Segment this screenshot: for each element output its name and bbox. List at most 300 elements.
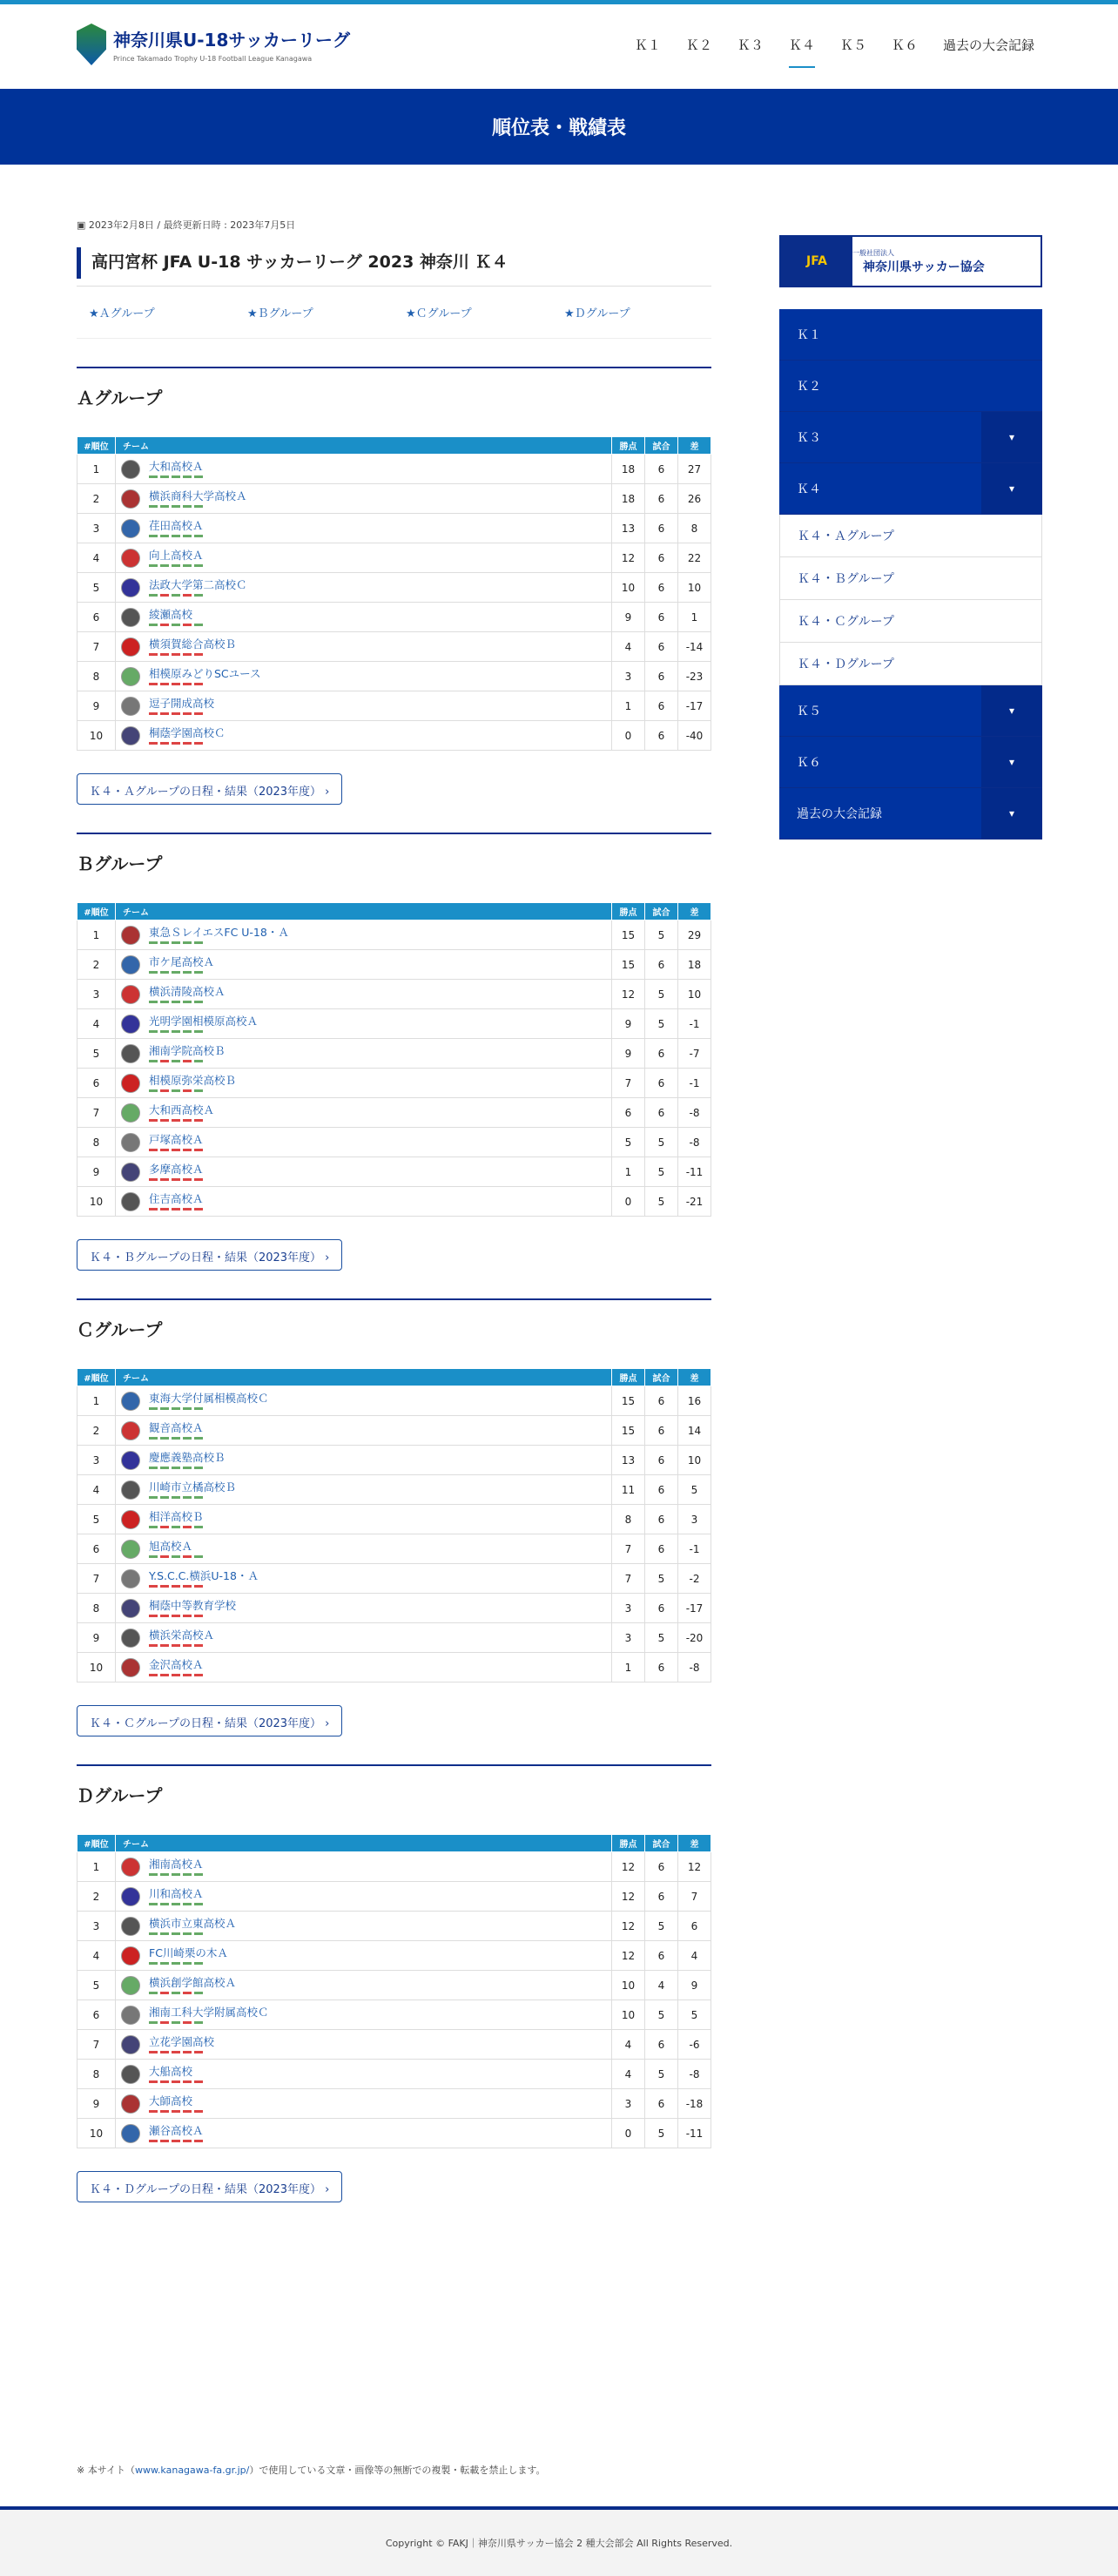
- main-content: [77, 218, 711, 2202]
- games-cell: 4: [645, 1971, 678, 2000]
- team-emblem-icon: [121, 1946, 140, 1966]
- header-4: 差: [678, 1369, 711, 1386]
- goal-diff-cell: 6: [678, 1912, 711, 1941]
- form-indicator: [149, 1060, 203, 1062]
- games-cell: 6: [645, 950, 678, 980]
- team-link[interactable]: 金沢高校Ａ: [149, 1657, 204, 1671]
- team-link[interactable]: 住吉高校Ａ: [149, 1191, 204, 1205]
- rank-cell: 6: [77, 603, 116, 632]
- goal-diff-cell: -8: [678, 1653, 711, 1682]
- team-cell: [116, 455, 612, 484]
- team-emblem-icon: [121, 489, 140, 509]
- table-row: [77, 1971, 711, 2000]
- submenu-item-2[interactable]: Ｋ４・Ｂグループ: [779, 557, 1042, 600]
- team-link[interactable]: 市ケ尾高校Ａ: [149, 954, 215, 968]
- group-title: Ｂグループ: [77, 833, 711, 902]
- team-link[interactable]: 湘南高校Ａ: [149, 1857, 204, 1871]
- nav-item-4[interactable]: Ｋ４: [789, 36, 815, 68]
- sidebar-item-6[interactable]: [779, 788, 1042, 840]
- goal-diff-cell: 5: [678, 1475, 711, 1505]
- global-nav: [610, 36, 1034, 68]
- team-emblem-icon: [121, 1074, 140, 1093]
- association-banner[interactable]: [779, 235, 1042, 287]
- form-indicator: [149, 1615, 203, 1617]
- team-cell: [116, 1039, 612, 1069]
- team-link[interactable]: 旭高校Ａ: [149, 1539, 193, 1553]
- team-cell: [116, 920, 612, 950]
- games-cell: 5: [645, 1912, 678, 1941]
- team-link[interactable]: 相洋高校Ｂ: [149, 1509, 204, 1523]
- team-info: [149, 956, 214, 974]
- nav-item-5[interactable]: Ｋ５: [839, 37, 866, 53]
- team-link[interactable]: 光明学園相模原高校Ａ: [149, 1014, 259, 1028]
- form-indicator: [149, 1089, 203, 1092]
- table-row: [77, 2000, 711, 2030]
- form-indicator: [149, 1644, 203, 1647]
- form-indicator: [149, 2021, 203, 2024]
- points-cell: 6: [612, 1098, 645, 1128]
- team-wrapper: [121, 926, 611, 945]
- team-info: [149, 1393, 269, 1410]
- chevron-down-icon[interactable]: ▾: [981, 463, 1042, 514]
- games-cell: 5: [645, 1564, 678, 1594]
- games-cell: 5: [645, 1157, 678, 1187]
- header-0: #順位: [77, 437, 116, 455]
- games-cell: 5: [645, 1187, 678, 1217]
- team-info: [149, 638, 236, 656]
- rank-cell: 10: [77, 2119, 116, 2148]
- team-emblem-icon: [121, 1917, 140, 1936]
- games-cell: 6: [645, 1069, 678, 1098]
- games-cell: 5: [645, 1623, 678, 1653]
- team-cell: [116, 2030, 612, 2060]
- form-indicator: [149, 505, 203, 508]
- games-cell: 5: [645, 2060, 678, 2089]
- form-indicator: [149, 2051, 203, 2053]
- team-link[interactable]: 横浜市立東高校Ａ: [149, 1916, 237, 1930]
- table-row: [77, 920, 711, 950]
- nav-item-6[interactable]: Ｋ６: [891, 37, 918, 53]
- team-emblem-icon: [121, 1015, 140, 1034]
- form-indicator: [149, 1932, 203, 1935]
- goal-diff-cell: -8: [678, 2060, 711, 2089]
- points-cell: 10: [612, 573, 645, 603]
- table-header-row: [77, 437, 711, 455]
- standings-table: [77, 1834, 711, 2148]
- team-emblem-icon: [121, 1044, 140, 1063]
- team-link[interactable]: 相模原みどりSCユース: [149, 666, 261, 680]
- team-info: [149, 1163, 204, 1181]
- points-cell: 12: [612, 1852, 645, 1882]
- anchor-link-3[interactable]: ★Ｃグループ: [406, 307, 472, 320]
- form-indicator: [149, 1555, 203, 1558]
- table-row: [77, 950, 711, 980]
- points-cell: 3: [612, 662, 645, 691]
- team-wrapper: [121, 2094, 611, 2114]
- team-wrapper: [121, 955, 611, 974]
- site-logo[interactable]: [77, 24, 350, 65]
- points-cell: 12: [612, 1912, 645, 1941]
- form-indicator: [149, 1962, 203, 1965]
- nav-item-3[interactable]: Ｋ３: [737, 37, 764, 53]
- team-emblem-icon: [121, 1858, 140, 1877]
- goal-diff-cell: 26: [678, 484, 711, 514]
- submenu-item-4[interactable]: Ｋ４・Ｄグループ: [779, 643, 1042, 685]
- nav-item-7[interactable]: 過去の大会記録: [942, 37, 1034, 53]
- group-title: Ｄグループ: [77, 1764, 711, 1834]
- sidebar-item-label: 過去の大会記録: [797, 807, 882, 821]
- team-link[interactable]: 東海大学付属相模高校Ｃ: [149, 1391, 269, 1405]
- form-indicator: [149, 1526, 203, 1528]
- team-cell: [116, 1446, 612, 1475]
- goal-diff-cell: 14: [678, 1416, 711, 1446]
- groups-container: [77, 367, 711, 2202]
- goal-diff-cell: 27: [678, 455, 711, 484]
- games-cell: 6: [645, 1653, 678, 1682]
- anchor-link-2[interactable]: ★Ｂグループ: [247, 307, 313, 320]
- page-banner: 順位表・戦績表: [0, 89, 1118, 165]
- team-wrapper: [121, 726, 611, 745]
- team-cell: [116, 1941, 612, 1971]
- schedule-button[interactable]: [77, 1705, 342, 1736]
- team-info: [149, 490, 247, 508]
- points-cell: 15: [612, 950, 645, 980]
- team-wrapper: [121, 2035, 611, 2054]
- points-cell: 7: [612, 1069, 645, 1098]
- team-info: [149, 1947, 228, 1965]
- date-line: ▣ 2023年2月8日 / 最終更新日時 : 2023年7月5日: [77, 219, 296, 231]
- games-cell: 6: [645, 1475, 678, 1505]
- games-cell: 6: [645, 514, 678, 543]
- points-cell: 12: [612, 980, 645, 1009]
- team-link[interactable]: 逗子開成高校: [149, 696, 215, 710]
- rank-cell: 10: [77, 721, 116, 751]
- team-link[interactable]: 大和西高校Ａ: [149, 1103, 215, 1116]
- team-info: [149, 1134, 204, 1151]
- team-info: [149, 1858, 204, 1876]
- games-cell: 6: [645, 632, 678, 662]
- goal-diff-cell: -6: [678, 2030, 711, 2060]
- rank-cell: 1: [77, 920, 116, 950]
- team-cell: [116, 662, 612, 691]
- games-cell: 6: [645, 1505, 678, 1534]
- team-info: [149, 520, 204, 537]
- form-indicator: [149, 1903, 203, 1905]
- chevron-down-icon[interactable]: ▾: [981, 737, 1042, 787]
- team-cell: [116, 573, 612, 603]
- team-link[interactable]: 大船高校: [149, 2064, 193, 2078]
- team-cell: [116, 1564, 612, 1594]
- table-row: [77, 1534, 711, 1564]
- rank-cell: 2: [77, 484, 116, 514]
- team-emblem-icon: [121, 955, 140, 974]
- goal-diff-cell: -17: [678, 1594, 711, 1623]
- team-link[interactable]: 大和高校Ａ: [149, 459, 204, 473]
- anchor-link-4[interactable]: ★Ｄグループ: [564, 307, 630, 320]
- goal-diff-cell: -18: [678, 2089, 711, 2119]
- goal-diff-cell: -14: [678, 632, 711, 662]
- table-row: [77, 721, 711, 751]
- sidebar-item-4[interactable]: [779, 685, 1042, 737]
- points-cell: 1: [612, 1157, 645, 1187]
- table-row: [77, 980, 711, 1009]
- association-site-link[interactable]: www.kanagawa-fa.gr.jp/: [134, 2465, 250, 2476]
- team-wrapper: [121, 1421, 611, 1440]
- form-indicator: [149, 2140, 203, 2142]
- group-title: Ａグループ: [77, 367, 711, 436]
- team-link[interactable]: 横浜栄高校Ａ: [149, 1628, 215, 1642]
- goal-diff-cell: -2: [678, 1564, 711, 1594]
- points-cell: 13: [612, 1446, 645, 1475]
- team-link[interactable]: 桐蔭中等教育学校: [149, 1598, 237, 1612]
- goal-diff-cell: 3: [678, 1505, 711, 1534]
- form-indicator: [149, 2080, 203, 2083]
- points-cell: 0: [612, 2119, 645, 2148]
- team-info: [149, 1918, 236, 1935]
- points-cell: 10: [612, 2000, 645, 2030]
- points-cell: 10: [612, 1971, 645, 2000]
- team-cell: [116, 1623, 612, 1653]
- rank-cell: 8: [77, 1128, 116, 1157]
- goal-diff-cell: -17: [678, 691, 711, 721]
- team-cell: [116, 1157, 612, 1187]
- team-link[interactable]: 向上高校Ａ: [149, 548, 204, 562]
- goal-diff-cell: -8: [678, 1128, 711, 1157]
- team-info: [149, 1452, 226, 1469]
- team-cell: [116, 980, 612, 1009]
- header-2: 勝点: [612, 1835, 645, 1852]
- table-row: [77, 2089, 711, 2119]
- team-link[interactable]: 多摩高校Ａ: [149, 1162, 204, 1176]
- team-link[interactable]: 荏田高校Ａ: [149, 518, 204, 532]
- rank-cell: 1: [77, 455, 116, 484]
- games-cell: 6: [645, 662, 678, 691]
- rank-cell: 1: [77, 1386, 116, 1416]
- goal-diff-cell: -7: [678, 1039, 711, 1069]
- team-emblem-icon: [121, 2124, 140, 2143]
- team-info: [149, 1075, 236, 1092]
- games-cell: 6: [645, 484, 678, 514]
- points-cell: 9: [612, 1009, 645, 1039]
- table-row: [77, 691, 711, 721]
- games-cell: 5: [645, 2119, 678, 2148]
- points-cell: 18: [612, 484, 645, 514]
- logo-title: 神奈川県U-18サッカーリーグ: [113, 30, 350, 51]
- team-info: [149, 1570, 259, 1588]
- games-cell: 5: [645, 1009, 678, 1039]
- team-emblem-icon: [121, 549, 140, 568]
- team-link[interactable]: 川和高校Ａ: [149, 1886, 204, 1900]
- rank-cell: 3: [77, 514, 116, 543]
- table-row: [77, 1594, 711, 1623]
- sidebar-item-3[interactable]: [779, 463, 1042, 515]
- team-wrapper: [121, 637, 611, 657]
- table-row: [77, 455, 711, 484]
- points-cell: 12: [612, 1882, 645, 1912]
- team-link[interactable]: 湘南学院高校Ｂ: [149, 1043, 226, 1057]
- team-info: [149, 550, 204, 567]
- chevron-down-icon[interactable]: ▾: [981, 685, 1042, 736]
- team-cell: [116, 2000, 612, 2030]
- rank-cell: 3: [77, 1446, 116, 1475]
- form-indicator: [149, 1149, 203, 1151]
- header-1: チーム: [116, 903, 612, 920]
- team-wrapper: [121, 1044, 611, 1063]
- form-indicator: [149, 624, 203, 626]
- goal-diff-cell: -1: [678, 1069, 711, 1098]
- goal-diff-cell: -11: [678, 1157, 711, 1187]
- team-link[interactable]: 立花学園高校: [149, 2034, 215, 2048]
- team-info: [149, 1193, 204, 1210]
- sidebar-item-5[interactable]: [779, 737, 1042, 788]
- team-link[interactable]: 相模原弥栄高校Ｂ: [149, 1073, 237, 1087]
- rank-cell: 8: [77, 662, 116, 691]
- nav-item-1[interactable]: Ｋ１: [634, 37, 661, 53]
- group-section: [77, 367, 711, 805]
- group-anchor-links: [77, 287, 711, 339]
- team-link[interactable]: 横浜創学館高校Ａ: [149, 1975, 237, 1989]
- table-header-row: [77, 903, 711, 920]
- team-info: [149, 1481, 236, 1499]
- team-link[interactable]: 戸塚高校Ａ: [149, 1132, 204, 1146]
- sidebar-item-2[interactable]: [779, 412, 1042, 463]
- submenu-item-1[interactable]: Ｋ４・Ａグループ: [779, 515, 1042, 557]
- team-cell: [116, 1912, 612, 1941]
- team-link[interactable]: 川崎市立橘高校Ｂ: [149, 1480, 237, 1494]
- sidebar-item-0[interactable]: [779, 309, 1042, 361]
- points-cell: 9: [612, 603, 645, 632]
- team-cell: [116, 632, 612, 662]
- team-emblem-icon: [121, 519, 140, 538]
- table-row: [77, 543, 711, 573]
- team-info: [149, 1422, 204, 1440]
- team-link[interactable]: 横浜商科大学高校Ａ: [149, 489, 247, 502]
- site-footer: Copyright © FAKJ｜神奈川県サッカー協会 2 種大会部会 All Rights Reserved.: [0, 2506, 1118, 2576]
- chevron-right-icon: ›: [321, 2183, 330, 2196]
- games-cell: 6: [645, 2089, 678, 2119]
- goal-diff-cell: 10: [678, 1446, 711, 1475]
- team-link[interactable]: 観音高校Ａ: [149, 1420, 204, 1434]
- sidebar-item-label: Ｋ５: [797, 705, 821, 718]
- points-cell: 3: [612, 2089, 645, 2119]
- form-indicator: [149, 594, 203, 597]
- table-row: [77, 1039, 711, 1069]
- chevron-down-icon[interactable]: ▾: [981, 788, 1042, 839]
- sidebar-item-1[interactable]: [779, 361, 1042, 412]
- team-link[interactable]: 慶應義塾高校Ｂ: [149, 1450, 226, 1464]
- team-info: [149, 1888, 204, 1905]
- team-info: [149, 1600, 236, 1617]
- table-row: [77, 514, 711, 543]
- form-indicator: [149, 653, 203, 656]
- team-emblem-icon: [121, 578, 140, 597]
- anchor-link-1[interactable]: ★Ａグループ: [89, 307, 155, 320]
- rank-cell: 2: [77, 950, 116, 980]
- schedule-button[interactable]: [77, 1239, 342, 1271]
- team-info: [149, 1659, 204, 1676]
- team-emblem-icon: [121, 1629, 140, 1648]
- games-cell: 6: [645, 1882, 678, 1912]
- team-link[interactable]: 綾瀬高校: [149, 607, 193, 621]
- team-cell: [116, 514, 612, 543]
- team-link[interactable]: 横浜清陵高校Ａ: [149, 984, 226, 998]
- team-cell: [116, 1098, 612, 1128]
- goal-diff-cell: 18: [678, 950, 711, 980]
- submenu-item-3[interactable]: Ｋ４・Ｃグループ: [779, 600, 1042, 643]
- header-1: チーム: [116, 437, 612, 455]
- team-cell: [116, 950, 612, 980]
- form-indicator: [149, 1001, 203, 1003]
- team-link[interactable]: 瀬谷高校Ａ: [149, 2123, 204, 2137]
- team-cell: [116, 2060, 612, 2089]
- team-link[interactable]: 湘南工科大学附属高校Ｃ: [149, 2005, 269, 2019]
- team-info: [149, 2095, 203, 2113]
- team-info: [149, 1977, 236, 1994]
- chevron-down-icon[interactable]: ▾: [981, 412, 1042, 462]
- team-emblem-icon: [121, 637, 140, 657]
- schedule-button[interactable]: [77, 773, 342, 805]
- team-emblem-icon: [121, 1540, 140, 1559]
- sidebar-item-label: Ｋ４: [797, 482, 821, 496]
- table-row: [77, 1912, 711, 1941]
- team-cell: [116, 1069, 612, 1098]
- date-text: 2023年2月8日 / 最終更新日時 : 2023年7月5日: [88, 219, 296, 231]
- team-cell: [116, 2089, 612, 2119]
- sidebar-item-label: Ｋ１: [797, 328, 821, 342]
- header-2: 勝点: [612, 437, 645, 455]
- rank-cell: 2: [77, 1882, 116, 1912]
- header-1: チーム: [116, 1369, 612, 1386]
- points-cell: 0: [612, 721, 645, 751]
- team-emblem-icon: [121, 926, 140, 945]
- points-cell: 7: [612, 1564, 645, 1594]
- header-1: チーム: [116, 1835, 612, 1852]
- header-3: 試合: [645, 903, 678, 920]
- form-indicator: [149, 1467, 203, 1469]
- nav-item-2[interactable]: Ｋ２: [685, 37, 712, 53]
- team-link[interactable]: 東急ＳレイエスFC U-18・Ａ: [149, 925, 289, 939]
- table-row: [77, 2119, 711, 2148]
- goal-diff-cell: 8: [678, 514, 711, 543]
- team-link[interactable]: 桐蔭学園高校Ｃ: [149, 725, 226, 739]
- standings-table: [77, 436, 711, 751]
- team-wrapper: [121, 1480, 611, 1500]
- team-wrapper: [121, 1133, 611, 1152]
- rank-cell: 5: [77, 1505, 116, 1534]
- schedule-button[interactable]: [77, 2171, 342, 2202]
- form-indicator: [149, 535, 203, 537]
- team-link[interactable]: Y.S.C.C.横浜U-18・Ａ: [149, 1568, 259, 1582]
- games-cell: 6: [645, 691, 678, 721]
- team-wrapper: [121, 667, 611, 686]
- team-emblem-icon: [121, 1887, 140, 1906]
- form-indicator: [149, 1178, 203, 1181]
- team-emblem-icon: [121, 2065, 140, 2084]
- team-link[interactable]: 大師高校: [149, 2094, 193, 2107]
- team-emblem-icon: [121, 1163, 140, 1182]
- team-cell: [116, 1971, 612, 2000]
- standings-table: [77, 1368, 711, 1682]
- team-emblem-icon: [121, 1103, 140, 1123]
- team-link[interactable]: 法政大学第二高校Ｃ: [149, 577, 247, 591]
- team-cell: [116, 603, 612, 632]
- team-wrapper: [121, 519, 611, 538]
- team-link[interactable]: 横須賀総合高校Ｂ: [149, 637, 237, 651]
- table-row: [77, 1653, 711, 1682]
- team-link[interactable]: FC川崎栗の木Ａ: [149, 1945, 228, 1959]
- group-title: Ｃグループ: [77, 1298, 711, 1368]
- team-emblem-icon: [121, 1976, 140, 1995]
